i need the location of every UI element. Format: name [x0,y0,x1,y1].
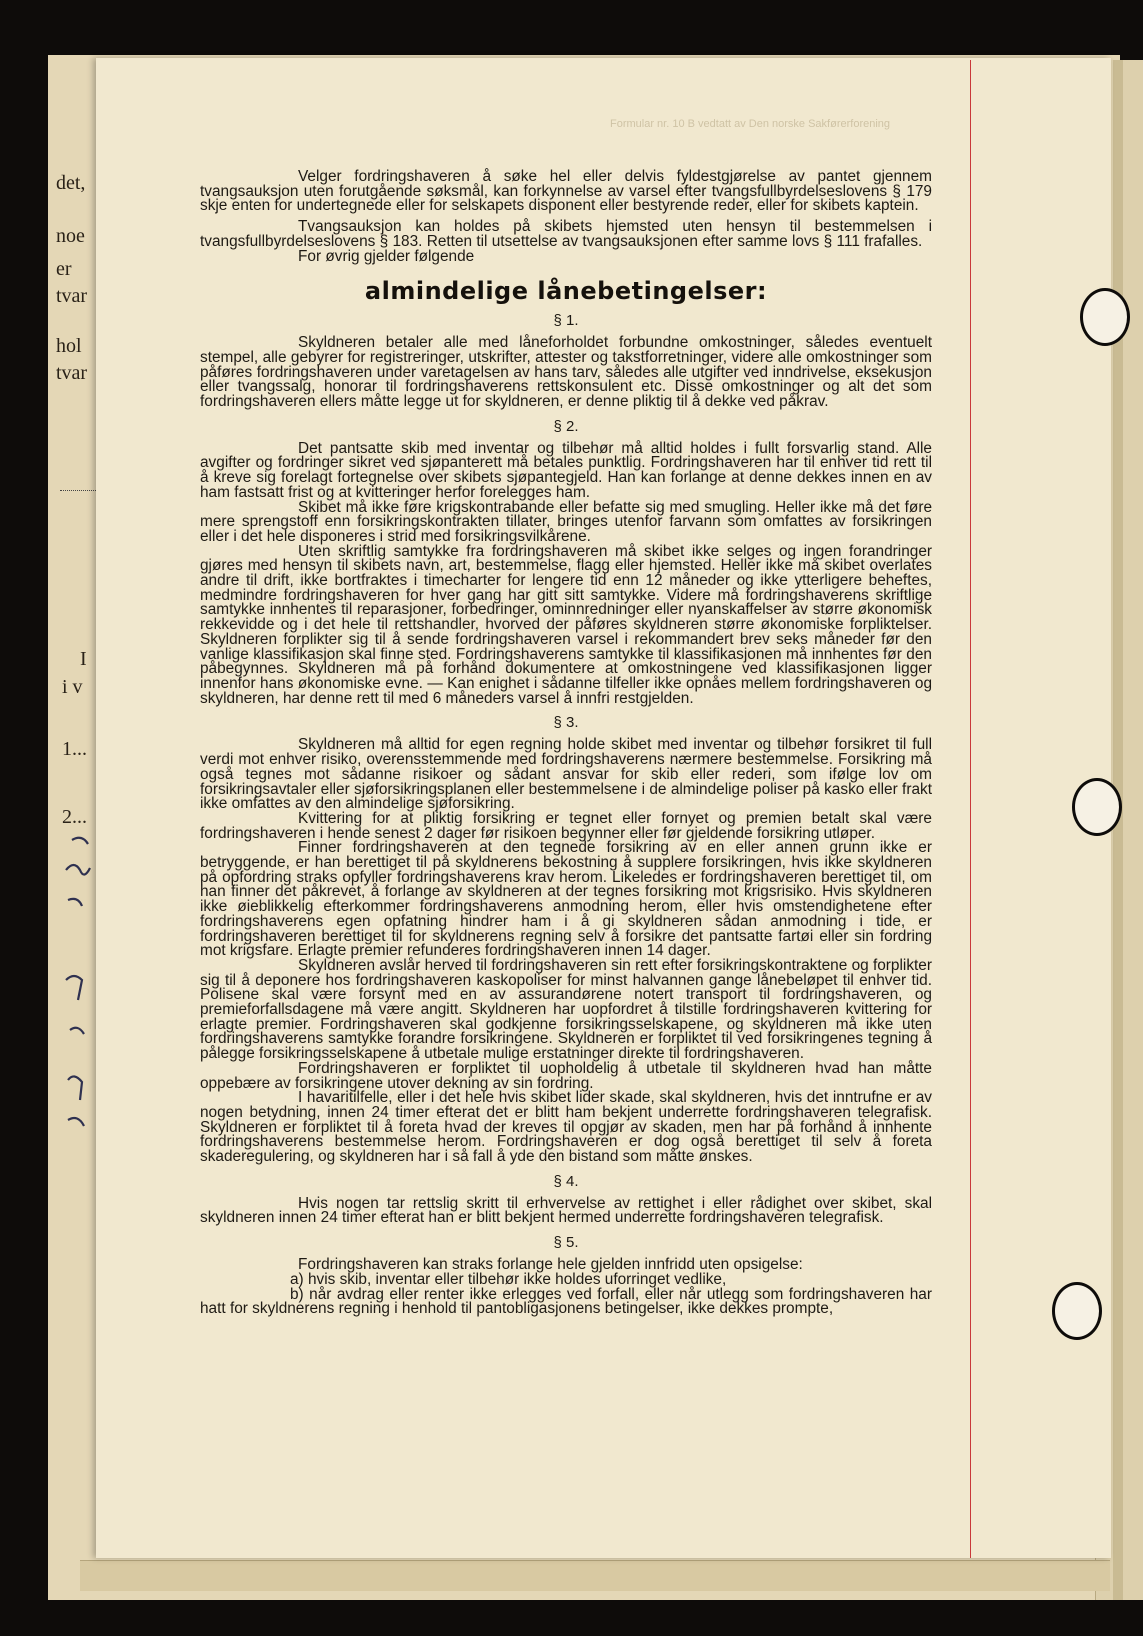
margin-fragment: hol [56,335,82,357]
terms-heading: almindelige lånebetingelser: [364,277,768,306]
section-label: § 4. [553,1172,579,1190]
margin-dotted-line [60,490,100,491]
list-item: b) når avdrag eller renter ikke erlegges ved forfall, eller når utlegg som fordringshaveren har hatt for skyldnerens regning i henhold til pantobligasjonens betingelser, ikke dekkes prompte, [200,1285,932,1318]
section-paragraph: Skibet må ikke føre krigskontrabande eller befatte sig med smugling. Heller ikke må det føre mere sprengstoff enn forsikringskontrakten tillater, bringes utenfor farvann som omfattes av forsikringen eller i det hele disponeres i strid med forsikringsvilkårene. [200,498,932,545]
margin-fragment: 2... [62,806,87,828]
margin-fragment: tvar [56,362,88,384]
section-label: § 2. [553,417,579,435]
section-label: § 1. [553,312,579,330]
section-paragraph: Skyldneren må alltid for egen regning holde skibet med inventar og tilbehør forsikret til full verdi mot enhver risiko, overensstemmende med fordringshaverens nærmere bestemmelse. Forsikring må også tegnes mot sådanne risikoer og sådant ansvar for skib eller rederi, som ifølge lov om forsikringsavtaler eller sjøforsikringsplanen eller bestemmelsene i de almindelige poliser på kasko eller frakt ikke omfattes av den almindelige sjøforsikring. [200,736,932,813]
margin-handwriting [58,830,98,1170]
margin-fragment: 1... [62,738,87,760]
intro-paragraph: Tvangsauksjon kan holdes på skibets hjemsted uten hensyn til bestemmelsen i tvangsfullbyrdelseslovens § 183. Retten til utsettelse av tvangsauksjonen efter samme lovs § 111 frafalles. [200,218,932,250]
margin-fragment: i v [62,676,83,698]
document-body [200,170,932,1317]
punch-hole [1072,778,1122,836]
margin-fragment: I [80,648,87,670]
punch-hole [1052,1282,1102,1340]
section-label: § 3. [553,714,579,732]
section-paragraph: Finner fordringshaveren at den tegnede forsikring av en eller annen grunn ikke er betryggende, er han berettiget til på skyldnerens bekostning å supplere forsikringen, hvis ikke skyldneren på opfordring straks opfyller fordringshaverens krav herom. Likeledes er fordringshaveren berettiget til, om han finner det påkrevet, å forlange av skyldneren at der tegnes forsikring mot krigsrisiko. Hvis skyldneren ikke øieblikkelig efterkommer fordringshaverens anmodning herom, eller hvis omstendighetene efter fordringshaverens egen opfatning hindrer ham i å gi skyldneren sådan anmodning i tide, er fordringshaveren berettiget til for skyldnerens regning selv å forsikre det pantsatte fartøi eller sin fordring mot krigsfare. Erlagte premier refunderes fordringshaveren innen 14 dager. [200,839,932,960]
section-paragraph: Det pantsatte skib med inventar og tilbehør må alltid holdes i fullt forsvarlig stand. Alle avgifter og fordringer sikret ved sjøpanterett må betales punktlig. Fordringshaveren har til enhver tid rett til å kreve sig forelagt fortegnelse over skibets sjøpantegjeld. Han kan forlange at denne dekkes innen en av ham fastsatt frist og at kvitteringer herfor forelegges ham. [200,439,932,501]
section-paragraph: Fordringshaveren er forpliktet til uopholdelig å utbetale til skyldneren hvad han måtte oppebære av forsikringene utover dekning av sin fordring. [200,1059,932,1092]
margin-fragment: noe [56,225,85,247]
intro-paragraph: Velger fordringshaveren å søke hel eller delvis fyldestgjørelse av pantet gjennem tvangsauksjon uten forutgående søksmål, kan forkynnelse av varsel efter tvangsfullbyrdelseslovens § 179 skje enten for undertegnede eller for selskapets disponent eller bestyrende reder, eller for skibets kaptein. [200,168,932,215]
section-paragraph: Fordringshaveren kan straks forlange hele gjelden innfridd uten opsigelse: [298,1256,803,1274]
section-paragraph: I havaritilfelle, eller i det hele hvis skibet lider skade, skal skyldneren, hvis det inntrufne er av nogen betydning, innen 24 timer efterat det er blitt ham bekjent underrette fordringshaveren telegrafisk. Skyldneren er forpliktet til å foreta hvad der kreves til opgjør av skaden, men har på forhånd å innhente fordringshaverens bestemmelse herom. Fordringshaveren er dog også berettiget til selv å foreta skaderegulering, og skyldneren har i så fall å yde den bistand som måtte ønskes. [200,1089,932,1166]
red-margin-line [970,60,971,1558]
margin-fragment: er [56,258,72,280]
punch-hole [1080,288,1130,346]
margin-fragment: det, [56,172,86,194]
section-paragraph: Uten skriftlig samtykke fra fordringshaveren må skibet ikke selges og ingen forandringer gjøres med hensyn til skibets navn, art, bestemmelse, flagg eller hjemsted. Heller ikke må skibet overlates andre til drift, ikke bortfraktes i timecharter for lengere tid enn 12 måneder og ikke ytterligere beheftes, medmindre fordringshaveren for hver gang har gitt sitt samtykke. Videre må fordringshaverens skriftlige samtykke innhentes til reparasjoner, forbedringer, ominnredninger eller nyanskaffelser av større økonomisk rekkevidde og i det hele til rettshandler, hvorved der påføres skyldneren større økonomiske forpliktelser. Skyldneren forplikter sig til å sende fordringshaveren varsel i rekommandert brev seks måneder før den vanlige klassifikasjon skal finne sted. Fordringshaverens samtykke til klassifikasjonen må innhentes før den påbegynnes. Skyldneren må på forhånd dokumentere at omkostningene ved klassifikasjonen ligger innenfor hans økonomiske evne. — Kan enighet i sådanne tilfeller ikke opnåes mellem fordringshaveren og skyldneren, har denne rett til med 6 måneders varsel å innfri restgjelden. [200,542,932,707]
section-paragraph: Skyldneren avslår herved til fordringshaveren sin rett efter forsikringskontraktene og forplikter sig til å deponere hos fordringshaveren kaskopoliser for minst halvannen gange lånebeløpet til enhver tid. Polisene skal være forsynt med en av assurandørene notert transport til fordringshaveren, og premieforfallsdagene må være angitt. Skyldneren har uopfordret å tilstille fordringshaveren kvittering for erlagte premier. Fordringshaveren skal godkjenne forsikringsselskapene, og skyldneren må ikke uten fordringshaverens samtykke forandre forsikringene. Skyldneren er forpliktet til ved forsikringenes tegning å pålegge forsikringsselskapene å utbetale mulige erstatninger direkte til fordringshaveren. [200,956,932,1063]
section-label: § 5. [553,1234,579,1252]
list-item: a) hvis skib, inventar eller tilbehør ikke holdes uforringet vedlike, [290,1270,727,1288]
faint-header: Formular nr. 10 B vedtatt av Den norske Sakførerforening [610,118,891,130]
intro-paragraph: For øvrig gjelder følgende [298,247,475,265]
section-paragraph: Hvis nogen tar rettslig skritt til erhvervelse av rettighet i eller rådighet over skibet, skal skyldneren innen 24 timer efterat han er blitt bekjent hermed underrette fordringshaveren telegrafisk. [200,1194,932,1227]
section-paragraph: Skyldneren betaler alle med låneforholdet forbundne omkostninger, således eventuelt stempel, alle gebyrer for registreringer, utskrifter, attester og takstforretninger, videre alle omkostninger som påføres fordringshaveren under varetagelsen av hans tarv, således alle utgifter ved inndrivelse, eksekusjon eller tvangssalg, honorar til fordringshaverens rettskonsulent etc. Disse omkostninger og alt det som fordringshaveren ellers måtte legge ut for skyldneren, er denne pliktig til å dekke ved påkrav. [200,334,932,411]
margin-fragment: tvar [56,285,88,307]
section-paragraph: Kvittering for at pliktig forsikring er tegnet eller fornyet og premien betalt skal være fordringshaveren i hende senest 2 dager før risikoen begynner eller før gjeldende forsikring utløper. [200,809,932,842]
page-stack-edge [80,1560,1110,1591]
